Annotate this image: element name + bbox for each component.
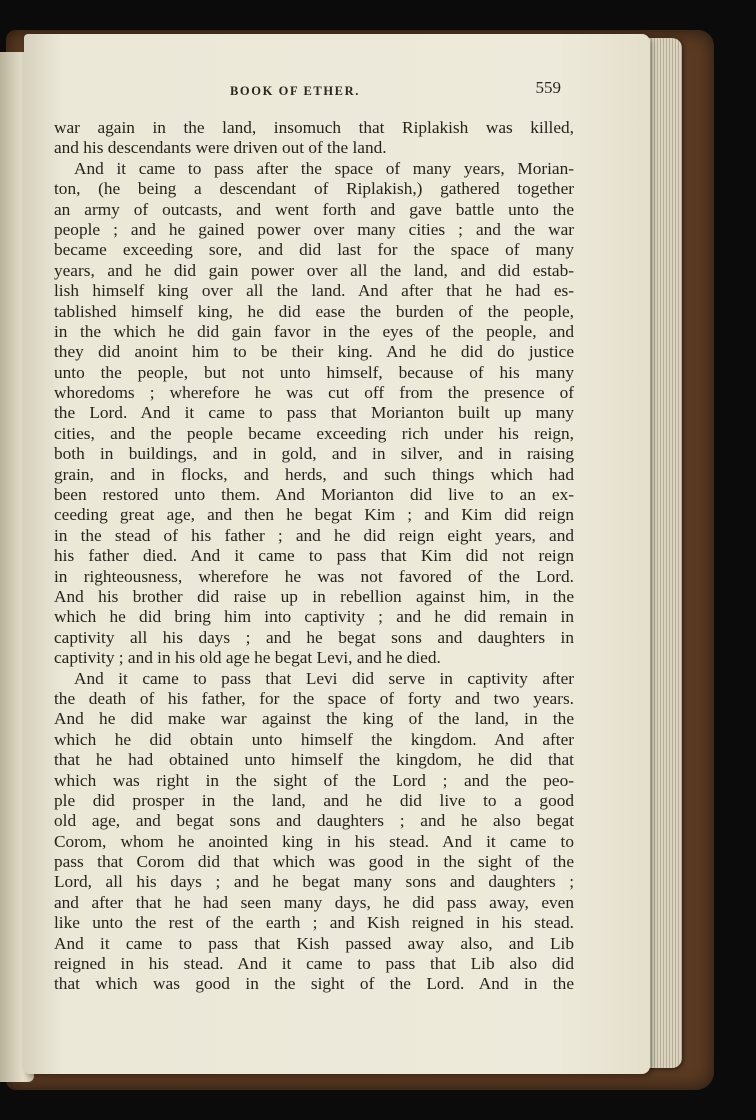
text-line: old age, and begat sons and daughters ; and he also begat (54, 811, 574, 831)
text-line: the death of his father, for the space of forty and two years. (54, 688, 574, 708)
text-line: and his descendants were driven out of the land. (54, 138, 387, 158)
text-line: people ; and he gained power over many cities ; and the war (54, 219, 574, 239)
text-line: reigned in his stead. And it came to pass that Lib also did (54, 954, 574, 974)
text-line: whoredoms ; wherefore he was cut off from the presence of (54, 383, 574, 403)
text-line: his father died. And it came to pass that Kim did not reign (54, 546, 574, 566)
page-number: 559 (535, 78, 561, 97)
running-head: BOOK OF ETHER. (230, 84, 360, 98)
text-line: Lord, all his days ; and he begat many sons and daughters ; (54, 872, 574, 892)
text-line: ceeding great age, and then he begat Kim ; and Kim did reign (54, 505, 574, 525)
text-line: that he had obtained unto himself the kingdom, he did that (54, 750, 574, 770)
text-line: both in buildings, and in gold, and in silver, and in raising (54, 444, 574, 464)
text-line: And it came to pass that Levi did serve in captivity after (74, 668, 574, 688)
text-line: which he did obtain unto himself the kingdom. And after (54, 729, 574, 749)
text-line: ple did prosper in the land, and he did live to a good (54, 790, 574, 810)
text-line: And his brother did raise up in rebellion against him, in the (54, 586, 574, 606)
text-line: been restored unto them. And Morianton did live to an ex- (54, 485, 574, 505)
text-line: and after that he had seen many days, he did pass away, even (54, 892, 574, 912)
text-line: which was right in the sight of the Lord ; and the peo- (54, 770, 574, 790)
text-line: And it came to pass after the space of many years, Morian- (74, 158, 574, 178)
text-line: like unto the rest of the earth ; and Kish reigned in his stead. (54, 913, 574, 933)
text-line: And he did make war against the king of the land, in the (54, 709, 574, 729)
text-line: became exceeding sore, and did last for the space of many (54, 240, 574, 260)
text-line: in the which he did gain favor in the eyes of the people, and (54, 321, 574, 341)
text-line: pass that Corom did that which was good in the sight of the (54, 852, 574, 872)
text-line: they did anoint him to be their king. And he did do justice (54, 342, 574, 362)
page-header (230, 78, 565, 102)
text-line: tablished himself king, he did ease the burden of the people, (54, 301, 574, 321)
text-line: in the stead of his father ; and he did reign eight years, and (54, 525, 574, 545)
text-line: which he did bring him into captivity ; and he did remain in (54, 607, 574, 627)
text-line: captivity all his days ; and he begat sons and daughters in (54, 627, 574, 647)
text-line: lish himself king over all the land. And after that he had es- (54, 281, 574, 301)
text-line: that which was good in the sight of the Lord. And in the (54, 974, 574, 994)
text-line: captivity ; and in his old age he begat Levi, and he died. (54, 648, 441, 668)
page-body (54, 118, 574, 995)
text-line: cities, and the people became exceeding rich under his reign, (54, 423, 574, 443)
text-line: grain, and in flocks, and herds, and such things which had (54, 464, 574, 484)
text-line: war again in the land, insomuch that Riplakish was killed, (54, 118, 574, 137)
text-line: unto the people, but not unto himself, because of his many (54, 362, 574, 382)
text-line: an army of outcasts, and went forth and gave battle unto the (54, 199, 574, 219)
text-line: Corom, whom he anointed king in his stead. And it came to (54, 831, 574, 851)
text-line: in righteousness, wherefore he was not favored of the Lord. (54, 566, 574, 586)
page-edges (646, 38, 682, 1068)
text-line: the Lord. And it came to pass that Morianton built up many (54, 403, 574, 423)
text-line: And it came to pass that Kish passed away also, and Lib (54, 933, 574, 953)
text-line: years, and he did gain power over all the land, and did estab- (54, 260, 574, 280)
text-line: ton, (he being a descendant of Riplakish,) gathered together (54, 179, 574, 199)
